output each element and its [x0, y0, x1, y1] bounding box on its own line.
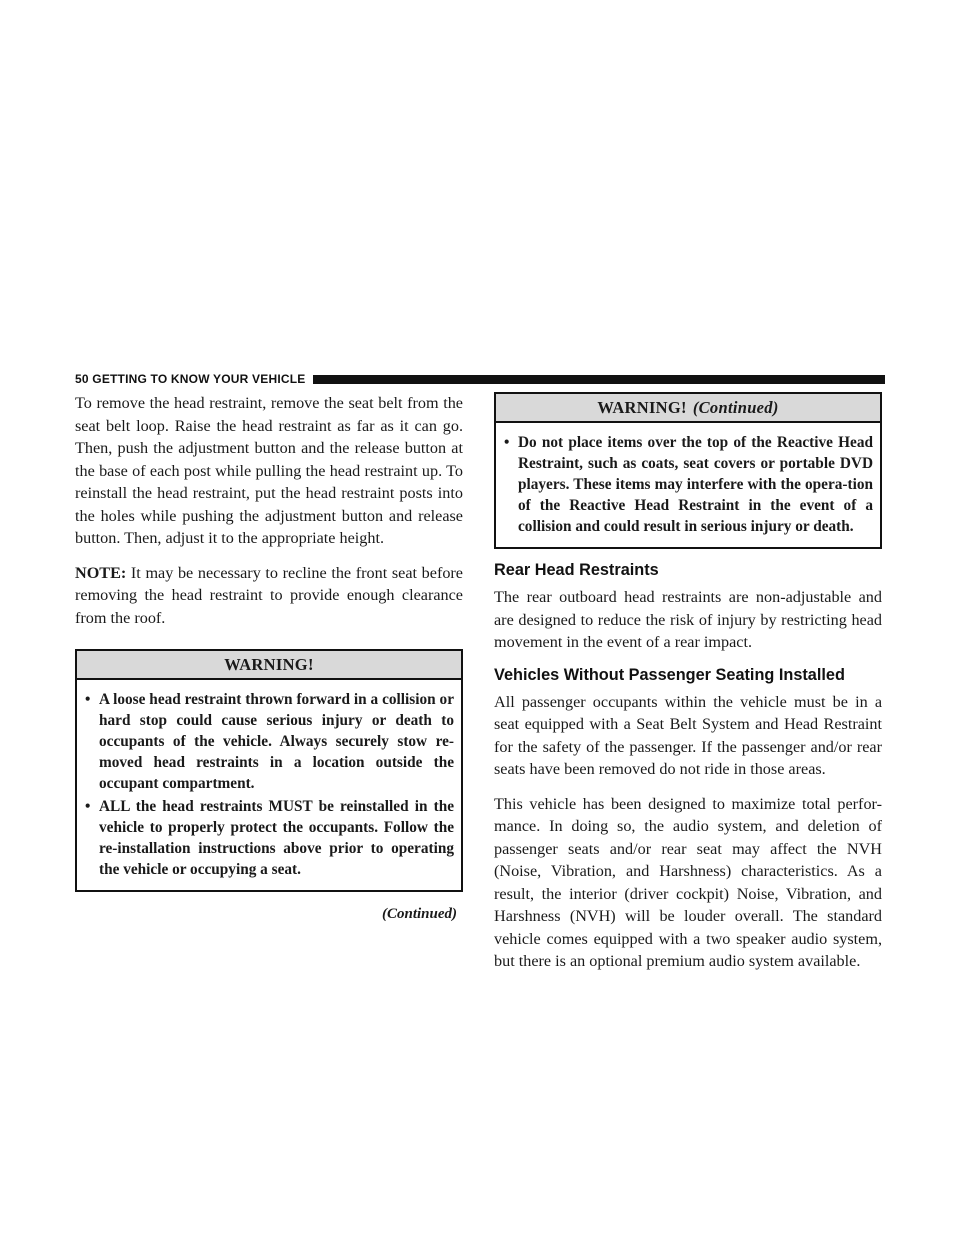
warning-title: WARNING! [77, 651, 461, 680]
note-label: NOTE: [75, 563, 127, 582]
removal-instructions: To remove the head restraint, remove the seat belt from the seat belt loop. Raise the head restraint as far as it can go. Then, push the adjustment button and the release button at the base of each post while pulling the head restraint up. To reinstall the head restraint, put the head restraint posts into the holes while pushing the adjustment button and release button. Then, adjust it to the appropriate height. [75, 394, 463, 547]
warning-body [496, 423, 880, 547]
bullet: • [85, 798, 91, 815]
note-paragraph [75, 562, 463, 630]
continued-tag: (Continued) [692, 398, 779, 417]
header-rule [313, 375, 885, 384]
warning-box [75, 649, 463, 892]
left-column [75, 392, 463, 923]
warning-item-text: Do not place items over the top of the Reactive Head Restraint, such as coats, seat covers or portable DVD players. These items may interfere with the opera-tion of the Reactive Head Restraint in the event of a collision and could result in serious injury or death. [518, 434, 873, 535]
page-header [75, 371, 885, 387]
section-title-rear-head-restraints: Rear Head Restraints [494, 561, 659, 579]
warning-body [77, 680, 461, 890]
warning-continued-box [494, 392, 882, 549]
warning-item [85, 796, 454, 880]
warning-item-text: ALL the head restraints MUST be reinstalled in the vehicle to properly protect the occupants. Follow the re-installation instructions above prior to operating the vehicle or occupying a seat. [99, 798, 454, 878]
continued-label: (Continued) [381, 906, 457, 922]
nvh-paragraph: This vehicle has been designed to maximize total perfor-mance. In doing so, the audio system, and deletion of passenger seats and/or rear seat may affect the NVH (Noise, Vibration, and Harshness) characteristics. As a result, the interior (driver cockpit) Noise, Vibration, and Harshness (NVH) will be louder overall. The standard vehicle comes equipped with a two speaker audio system, but there is an optional premium audio system available. [494, 794, 882, 970]
rear-head-restraints-text: The rear outboard head restraints are non-adjustable and are designed to reduce the risk of injury by restricting head movement in the event of a rear impact. [494, 588, 882, 651]
bullet: • [504, 434, 510, 451]
page-number-and-chapter: 50 GETTING TO KNOW YOUR VEHICLE [75, 372, 306, 386]
warning-item-text: A loose head restraint thrown forward in a collision or hard stop could cause serious injury or death to occupants of the vehicle. Always securely stow re-moved head restraints in a location outside the occupant compartment. [99, 691, 454, 792]
right-column [494, 392, 882, 985]
note-text: It may be necessary to recline the front seat before removing the head restraint to provide enough clearance from the roof. [75, 563, 463, 627]
warning-continued-header [496, 394, 880, 423]
section-title-vehicles-without-passenger-seating: Vehicles Without Passenger Seating Installed [494, 665, 845, 684]
warning-item [504, 432, 873, 537]
bullet: • [85, 691, 91, 708]
warning-title: WARNING! [597, 398, 687, 417]
warning-item [85, 689, 454, 794]
passenger-seating-paragraph: All passenger occupants within the vehicle must be in a seat equipped with a Seat Belt System and Head Restraint for the safety of the passenger. If the passenger and/or rear seats have been removed do not ride in those areas. [494, 692, 882, 778]
